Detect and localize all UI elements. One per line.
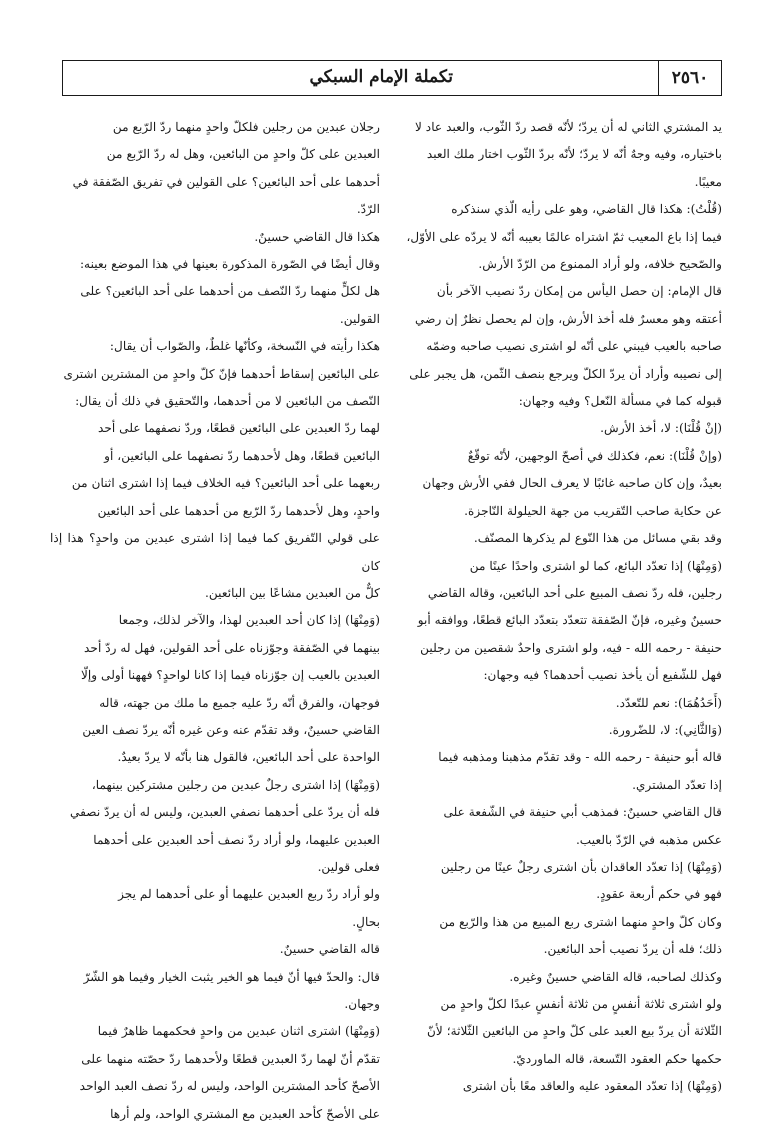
text-line: عن حكاية صاحب التّقريب من جهة الحيلولة النّاجزة.	[464, 503, 722, 518]
text-line: قال: والحدّ فيها أنّ فيما هو الخير يثبت الخيار وفيما هو الشّرّ	[83, 969, 380, 984]
text-line: صاحبه بالعيب فيبني على أنّه لو اشترى نصيب صاحبه وضمّه	[426, 339, 722, 354]
text-line: (وَمِنْهَا) اشترى اثنان عبدين من واحدٍ فحكمهما ظاهرٌ فيما	[97, 1024, 380, 1039]
text-line: حسينٌ وغيره، فإنّ الصّفقة تتعدّد بتعدّد البائع قطعًا، ووافقه أبو	[417, 613, 722, 628]
text-line: (وَمِنْهَا) إذا تعدّد المعقود عليه والعاقد معًا بأن اشترى	[462, 1079, 722, 1094]
text-line: واحدٍ، وهل لأحدهما ردّ الرّبع من أحدهما على أحد البائعين	[97, 503, 380, 518]
text-line: الواحدة على أحد البائعين، فالقول هنا بأنّه لا يردّ بعيدٌ.	[117, 750, 380, 765]
text-line: هل لكلٍّ منهما ردّ النّصف من أحدهما على أحد البائعين؟ على	[80, 284, 380, 299]
text-line: الأصحّ كأحد المشترين الواحد، وليس له ردّ نصف العبد الواحد	[79, 1079, 380, 1094]
text-line: يد المشتري الثاني له أن يردّ؛ لأنّه قصد ردّ الثّوب، والعبد عاد لا	[414, 120, 722, 134]
text-line: قبوله كما في مسألة النّعل؟ وفيه وجهان:	[518, 394, 722, 409]
text-line: على البائعين إسقاط أحدهما فإنّ كلّ واحدٍ من المشترين اشترى	[63, 366, 380, 381]
text-line: هكذا رأيته في النّسخة، وكأنّها غلطٌ، والصّواب أن يقال:	[109, 339, 380, 354]
text-line: (وَالثَّانِي): لا، للضّرورة.	[608, 722, 722, 737]
text-line: حنيفة - رحمه الله - فيه، ولو اشترى واحدٌ شقصين من رجلين	[420, 640, 722, 655]
text-line: فيما إذا باع المعيب ثمّ اشتراه عالمًا بعيبه أنّه لا يردّه على الأوّل،	[406, 229, 722, 244]
text-line: الثّلاثة أن يردّ بيع العبد على كلّ واحدٍ من البائعين الثّلاثة؛ لأنّ	[426, 1024, 722, 1039]
text-line: البائعين قطعًا، وهل لأحدهما ردّ نصفهما على البائعين، أو	[104, 448, 380, 463]
text-line: والصّحيح خلافه، ولو أراد الممنوع من الرّدّ الأرش.	[478, 257, 722, 272]
text-line: على الأصحّ كأحد العبدين مع المشتري الواحد، ولم أرها	[110, 1106, 380, 1121]
text-line: وقد بقي مسائل من هذا النّوع لم يذكرها المصنّف.	[473, 531, 722, 546]
text-line: باختياره، وفيه وجهٌ أنّه لا يردّ؛ لأنّه بردّ الثّوب اختار ملك العبد	[426, 147, 722, 162]
text-line: العبدين عليهما، ولو أراد ردّ نصف أحد العبدين على أحدهما	[93, 832, 380, 847]
text-line: قاله أبو حنيفة - رحمه الله - وقد تقدّم مذهبنا ومذهبه فيما	[438, 750, 722, 765]
text-line: ولو أراد ردّ ربع العبدين عليهما أو على أحدهما لم يجز	[118, 887, 380, 902]
text-line: أحدهما على أحد البائعين؟ على القولين في تفريق الصّفقة في	[72, 174, 380, 189]
text-line: رجلان عبدين من رجلين فلكلّ واحدٍ منهما ردّ الرّبع من	[112, 120, 380, 134]
text-line: هكذا قال القاضي حسينٌ.	[254, 229, 380, 244]
text-line: كلٌّ من العبدين مشاعًا بين البائعين.	[205, 585, 380, 600]
text-line: العبدين على كلّ واحدٍ من البائعين، وهل له ردّ الرّبع من	[106, 147, 380, 162]
text-line: ذلك؛ فله أن يردّ نصيب أحد البائعين.	[543, 942, 722, 957]
text-line: وجهان.	[344, 997, 380, 1011]
text-line: العبدين بالعيب إن جوّزناه فيما إذا كانا لواحدٍ؟ فههنا أولى وإلّا	[80, 668, 380, 683]
text-line: بينهما في الصّفقة وجوّزناه على أحد القولين، فهل له ردّ أحد	[84, 640, 380, 655]
right-column	[392, 114, 722, 1101]
text-line: وكان كلّ واحدٍ منهما اشترى ربع المبيع من هذا والرّبع من	[439, 914, 722, 929]
text-line: إذا تعدّد المشتري.	[632, 777, 722, 792]
text-line: (إنْ قُلْنَا): لا، أخذ الأرش.	[600, 421, 722, 436]
text-line: الرّدّ.	[356, 202, 380, 217]
text-line: تقدّم أنّ لهما ردّ العبدين قطعًا ولأحدهما ردّ حصّته منهما على	[81, 1051, 380, 1066]
text-line: (وَمِنْهَا) إذا اشترى رجلٌ عبدين من رجلين مشتركين بينهما،	[91, 777, 380, 792]
text-line: رجلين، فله ردّ نصف المبيع على أحد البائعين، وقاله القاضي	[427, 585, 722, 600]
text-line: القاضي حسينٌ، وقد تقدّم عنه وعن غيره أنّه يردّ نصف العين	[82, 722, 380, 737]
text-line: فله أن يردّ على أحدهما نصفي العبدين، وليس له أن يردّ نصفي	[69, 805, 380, 820]
text-line: (قُلْتُ): هكذا قال القاضي، وهو على رأيه الّذي سنذكره	[451, 202, 722, 217]
text-line: وكذلك لصاحبه، قاله القاضي حسينٌ وغيره.	[509, 969, 722, 984]
text-line: (وإنْ قُلْنَا): نعم، فكذلك في أصحّ الوجهين، لأنّه توقّعٌ	[467, 448, 722, 463]
text-line: فهل للشّفيع أن يأخذ نصيب أحدهما؟ فيه وجهان:	[483, 668, 722, 683]
text-line: إلى نصيبه وأراد أن يردّ الكلّ ويرجع بنصف الثّمن، هل يجبر على	[409, 366, 722, 381]
left-column	[50, 114, 380, 1128]
text-line: حكمها حكم العقود التّسعة، قاله الماورديّ.	[512, 1051, 722, 1066]
text-line: وقال أيضًا في الصّورة المذكورة بعينها في هذا الموضع بعينه:	[79, 257, 380, 272]
text-line: بعيدٌ، وإن كان صاحبه غائبًا لا يعرف الحال ففي الأرش وجهان	[422, 476, 722, 491]
text-line: (وَمِنْهَا) إذا تعدّد العاقدان بأن اشترى رجلٌ عينًا من رجلين	[440, 859, 722, 874]
text-line: القولين.	[339, 311, 380, 326]
text-line: عكس مذهبه في الرّدّ بالعيب.	[575, 832, 722, 847]
book-title: تكملة الإمام السبكي	[309, 67, 453, 87]
page-number: ٢٥٦٠	[671, 68, 709, 88]
text-line: على قولي التّفريق كما فيما إذا اشترى عبدين من واحدٍ؟ هذا إذا كان	[50, 531, 380, 573]
text-line: معيبًا.	[694, 174, 722, 189]
text-line: أعتقه وهو معسرٌ فله أخذ الأرش، وإن لم يحصل نظرٌ إن رضي	[415, 311, 722, 326]
header-divider	[658, 61, 660, 95]
text-line: النّصف من البائعين لا من أحدهما، والتّحقيق في ذلك أن يقال:	[75, 394, 380, 409]
text-line: قال الإمام: إن حصل اليأس من إمكان ردّ نصيب الآخر بأن	[436, 284, 722, 299]
running-header	[62, 60, 722, 96]
text-line: ربعهما على أحد البائعين؟ فيه الخلاف فيما إذا اشترى اثنان من	[71, 476, 380, 491]
text-line: قال القاضي حسينٌ: فمذهب أبي حنيفة في الشّفعة على	[443, 805, 722, 820]
text-line: (وَمِنْهَا) إذا كان أحد العبدين لهذا، والآخر لذلك، وجمعا	[118, 613, 380, 628]
text-line: لهما ردّ العبدين على البائعين قطعًا، وردّ نصفهما على أحد	[97, 421, 380, 436]
text-line: (وَمِنْهَا) إذا تعدّد البائع، كما لو اشترى واحدًا عينًا من	[469, 558, 722, 573]
text-line: ولو اشترى ثلاثة أنفسٍ من ثلاثة أنفسٍ عبدًا لكلّ واحدٍ من	[440, 997, 722, 1011]
text-line: قاله القاضي حسينٌ.	[279, 942, 380, 957]
text-line: فهو في حكم أربعة عقودٍ.	[596, 887, 722, 902]
text-line: فوجهان، والفرق أنّه ردّ عليه جميع ما ملك من جهته، قاله	[99, 695, 380, 710]
text-line: بحالٍ.	[352, 914, 380, 929]
text-line: (أَحَدُهُمَا): نعم للتّعدّد.	[615, 695, 722, 710]
text-line: فعلى قولين.	[317, 859, 380, 874]
